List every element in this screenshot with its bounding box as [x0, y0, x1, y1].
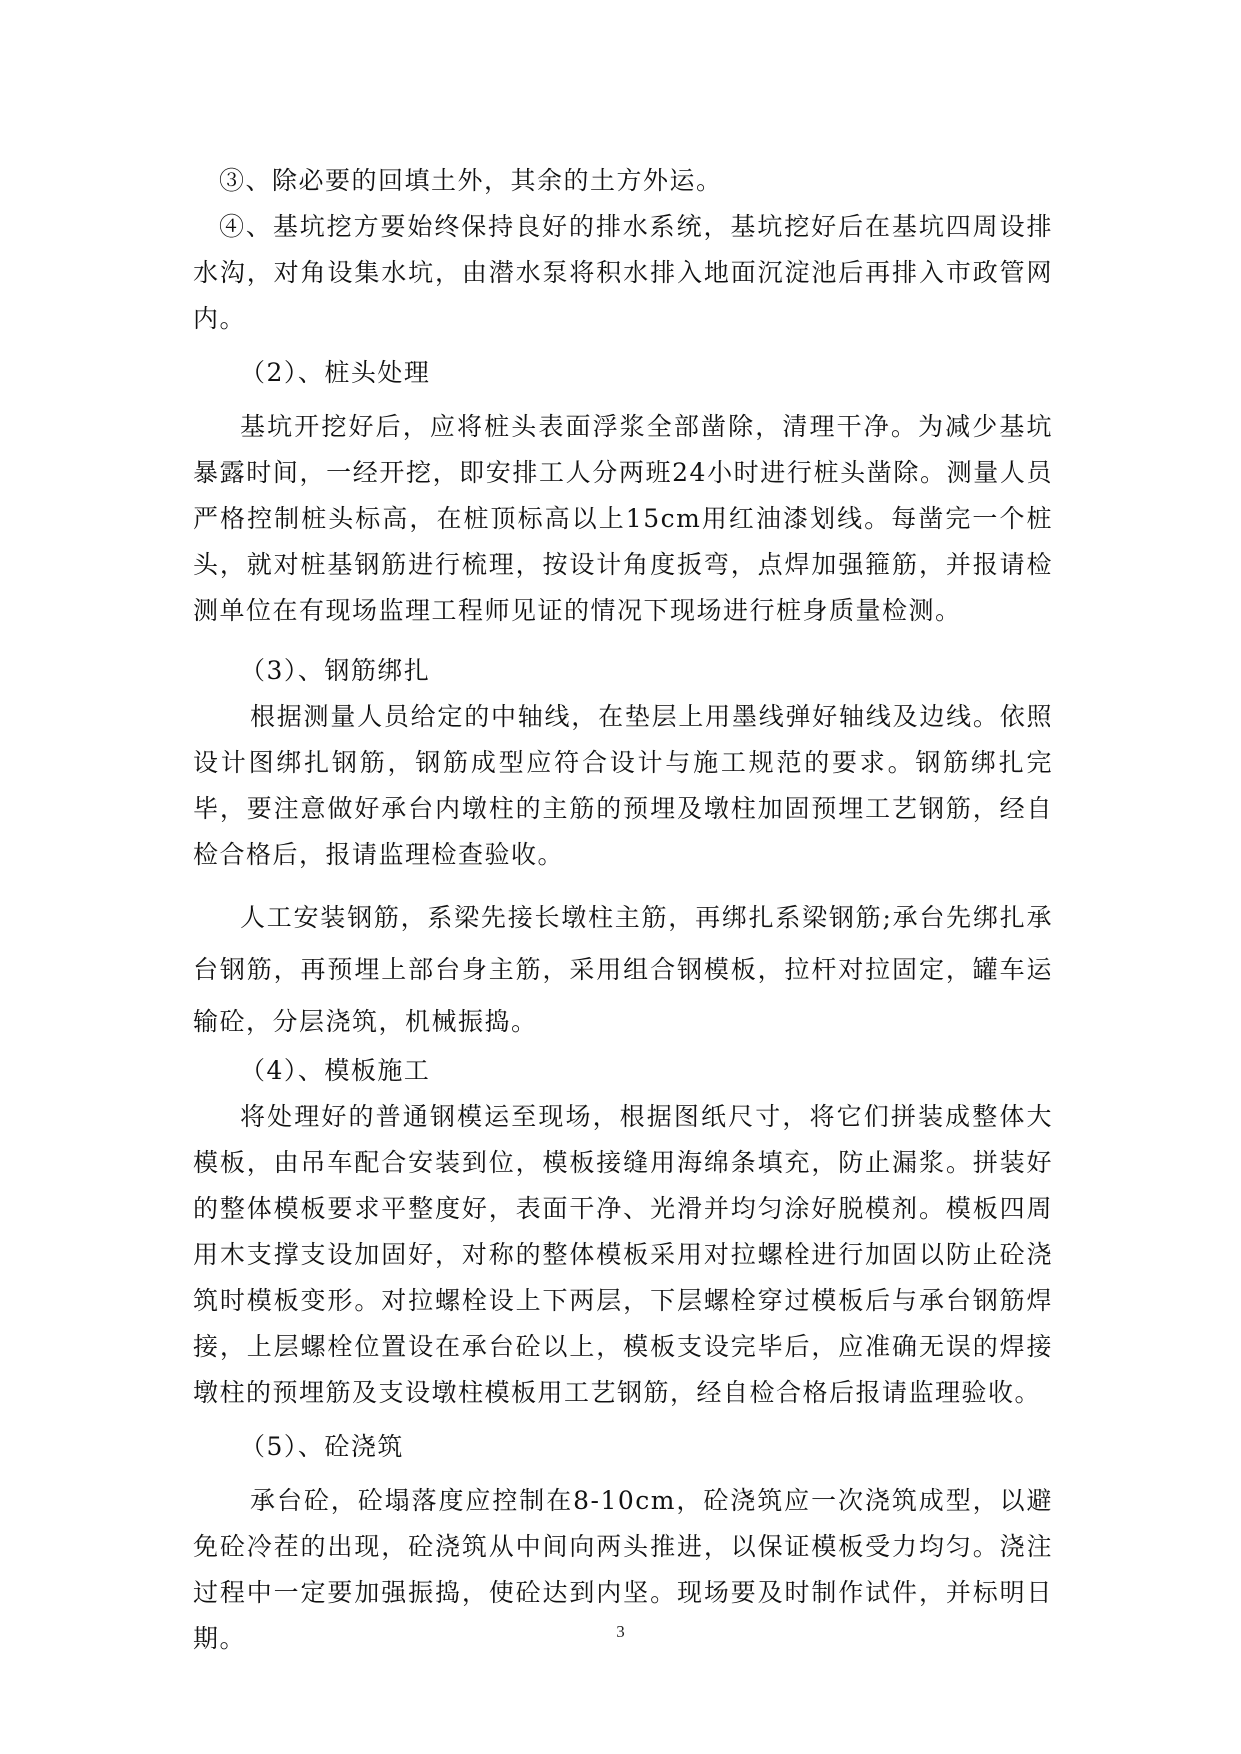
paragraph-formwork: 将处理好的普通钢模运至现场，根据图纸尺寸，将它们拼装成整体大模板，由吊车配合安装到位，模板接缝用海绵条填充，防止漏浆。拼装好的整体模板要求平整度好，表面干净、光滑并均匀涂好脱模剂。模板四周用木支撑支设加固好，对称的整体模板采用对拉螺栓进行加固以防止砼浇筑时模板变形。对拉螺栓设上下两层，下层螺栓穿过模板后与承台钢筋焊接，上层螺栓位置设在承台砼以上，模板支设完毕后，应准确无误的焊接墩柱的预埋筋及支设墩柱模板用工艺钢筋，经自检合格后报请监理验收。 — [193, 1102, 1053, 1407]
heading-concrete-pouring: （5）、砼浇筑 — [240, 1432, 404, 1461]
heading-formwork: （4）、模板施工 — [240, 1056, 431, 1085]
heading-rebar-binding: （3）、钢筋绑扎 — [240, 656, 431, 685]
paragraph-earthwork-transport: ③、除必要的回填土外，其余的土方外运。 — [219, 166, 723, 195]
paragraph-rebar-installation: 人工安装钢筋，系梁先接长墩柱主筋，再绑扎系梁钢筋;承台先绑扎承台钢筋，再预埋上部台身主筋，采用组合钢模板，拉杆对拉固定，罐车运输砼，分层浇筑，机械振捣。 — [193, 903, 1053, 1036]
page-number: 3 — [616, 1622, 625, 1641]
paragraph-pile-head-treatment: 基坑开挖好后，应将桩头表面浮浆全部凿除，清理干净。为减少基坑暴露时间，一经开挖，即安排工人分两班24小时进行桩头凿除。测量人员严格控制桩头标高，在桩顶标高以上15cm用红油漆划线。每凿完一个桩头，就对桩基钢筋进行梳理，按设计角度扳弯，点焊加强箍筋，并报请检测单位在有现场监理工程师见证的情况下现场进行桩身质量检测。 — [193, 412, 1053, 625]
document-body — [193, 158, 1053, 1662]
paragraph-concrete-pouring: 承台砼，砼塌落度应控制在8-10cm，砼浇筑应一次浇筑成型，以避免砼冷茬的出现，砼浇筑从中间向两头推进，以保证模板受力均匀。浇注过程中一定要加强振捣，使砼达到内坚。现场要及时制作试件，并标明日期。 — [193, 1486, 1053, 1653]
paragraph-drainage-system: ④、基坑挖方要始终保持良好的排水系统，基坑挖好后在基坑四周设排水沟，对角设集水坑，由潜水泵将积水排入地面沉淀池后再排入市政管网内。 — [193, 212, 1053, 333]
paragraph-rebar-binding: 根据测量人员给定的中轴线，在垫层上用墨线弹好轴线及边线。依照设计图绑扎钢筋，钢筋成型应符合设计与施工规范的要求。钢筋绑扎完毕，要注意做好承台内墩柱的主筋的预埋及墩柱加固预埋工艺钢筋，经自检合格后，报请监理检查验收。 — [193, 702, 1053, 869]
heading-pile-head-treatment: （2）、桩头处理 — [240, 358, 431, 387]
